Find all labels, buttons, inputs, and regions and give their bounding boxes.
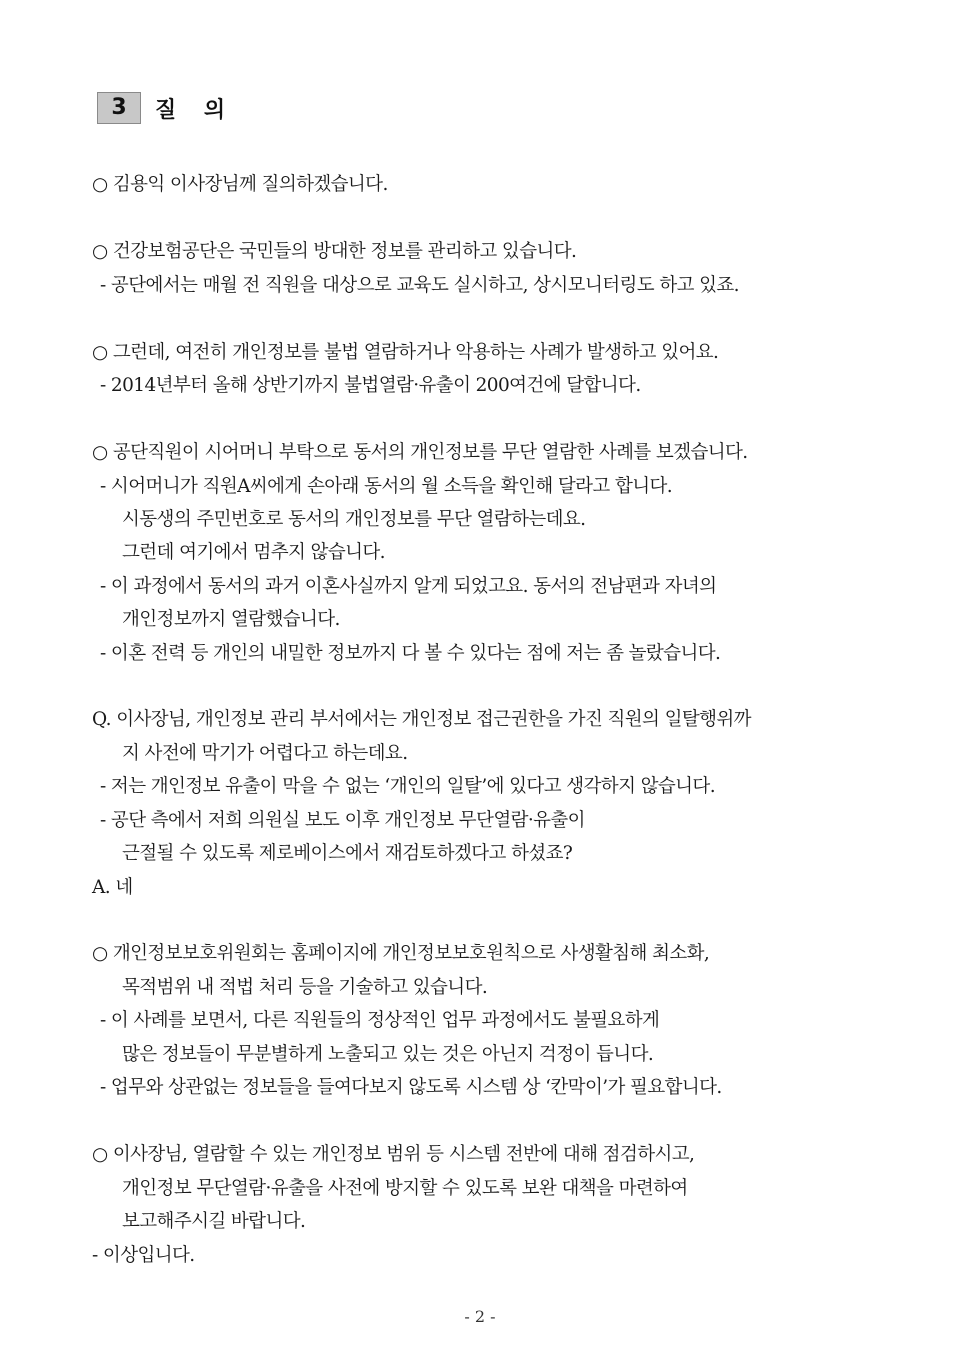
- text-line: - 저는 개인정보 유출이 막을 수 없는 ‘개인의 일탈’에 있다고 생각하지 않습니다.: [100, 776, 715, 797]
- text-line: - 업무와 상관없는 정보들을 들여다보지 않도록 시스템 상 ‘칸막이’가 필요합니다.: [100, 1077, 722, 1098]
- text-line: A. 네: [92, 877, 133, 898]
- text-line: 보고해주시길 바랍니다.: [122, 1211, 306, 1232]
- section-title: 질 의: [155, 97, 236, 123]
- text-line: - 공단에서는 매월 전 직원을 대상으로 교육도 실시하고, 상시모니터링도 하고 있죠.: [100, 275, 739, 296]
- text-line: 지 사전에 막기가 어렵다고 하는데요.: [122, 743, 408, 764]
- text-line: - 공단 측에서 저희 의원실 보도 이후 개인정보 무단열람·유출이: [100, 810, 585, 831]
- section-heading: [97, 92, 235, 124]
- text-line: ○ 이사장님, 열람할 수 있는 개인정보 범위 등 시스템 전반에 대해 점검하시고,: [92, 1144, 695, 1165]
- text-line: 시동생의 주민번호로 동서의 개인정보를 무단 열람하는데요.: [122, 509, 586, 530]
- text-line: Q. 이사장님, 개인정보 관리 부서에서는 개인정보 접근권한을 가진 직원의 일탈행위까: [92, 709, 751, 730]
- text-line: ○ 공단직원이 시어머니 부탁으로 동서의 개인정보를 무단 열람한 사례를 보겠습니다.: [92, 442, 748, 463]
- text-line: - 2014년부터 올해 상반기까지 불법열람·유출이 200여건에 달합니다.: [100, 375, 641, 396]
- text-line: ○ 개인정보보호위원회는 홈페이지에 개인정보보호원칙으로 사생활침해 최소화,: [92, 943, 710, 964]
- text-line: 많은 정보들이 무분별하게 노출되고 있는 것은 아닌지 걱정이 듭니다.: [122, 1044, 654, 1065]
- page-number: - 2 -: [464, 1307, 496, 1326]
- text-line: - 이 과정에서 동서의 과거 이혼사실까지 알게 되었고요. 동서의 전남편과 자녀의: [100, 576, 717, 597]
- text-line: ○ 건강보험공단은 국민들의 방대한 정보를 관리하고 있습니다.: [92, 241, 577, 262]
- text-line: 목적범위 내 적법 처리 등을 기술하고 있습니다.: [122, 977, 488, 998]
- section-number-box: 3: [97, 92, 141, 124]
- text-line: 개인정보까지 열람했습니다.: [122, 609, 340, 630]
- text-line: - 시어머니가 직원A씨에게 손아래 동서의 월 소득을 확인해 달라고 합니다.: [100, 476, 673, 497]
- text-line: ○ 그런데, 여전히 개인정보를 불법 열람하거나 악용하는 사례가 발생하고 있어요.: [92, 342, 719, 363]
- text-line: 개인정보 무단열람·유출을 사전에 방지할 수 있도록 보완 대책을 마련하여: [122, 1178, 688, 1199]
- text-line: - 이 사례를 보면서, 다른 직원들의 정상적인 업무 과정에서도 불필요하게: [100, 1010, 660, 1031]
- text-line: - 이상입니다.: [92, 1245, 195, 1266]
- text-line: 근절될 수 있도록 제로베이스에서 재검토하겠다고 하셨죠?: [122, 843, 573, 864]
- text-line: ○ 김용익 이사장님께 질의하겠습니다.: [92, 174, 388, 195]
- text-line: - 이혼 전력 등 개인의 내밀한 정보까지 다 볼 수 있다는 점에 저는 좀 놀랐습니다.: [100, 643, 721, 664]
- text-line: 그런데 여기에서 멈추지 않습니다.: [122, 542, 385, 563]
